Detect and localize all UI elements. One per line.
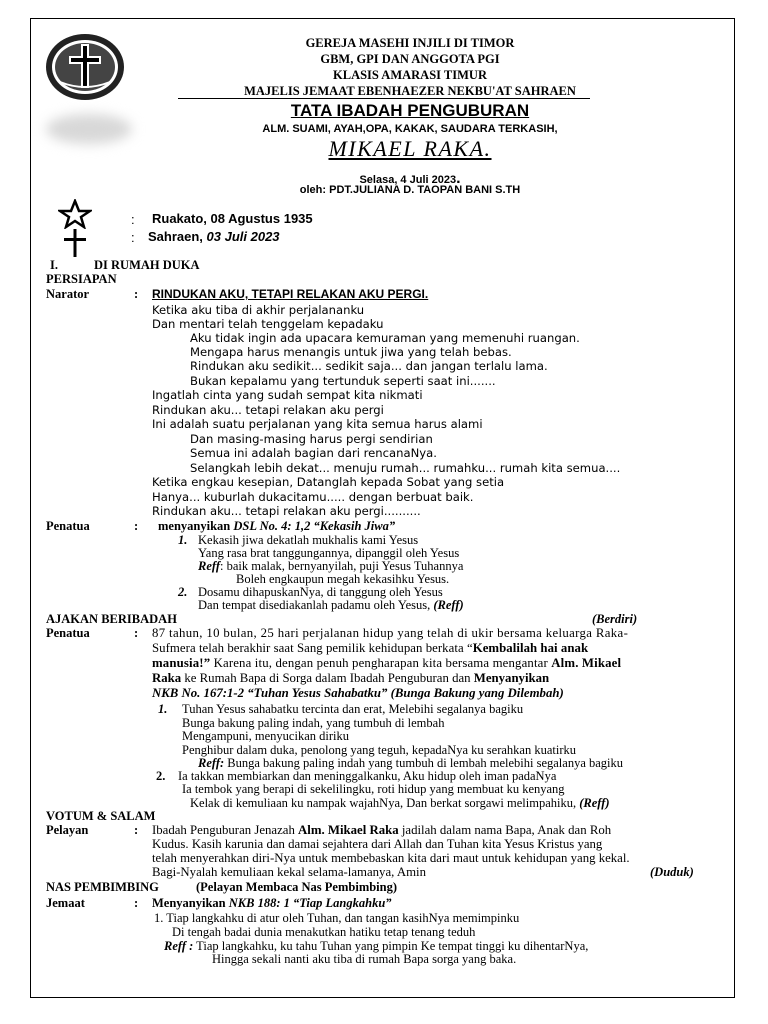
poem-line: Ini adalah suatu perjalanan yang kita semua harus alami [152,417,483,431]
ajakan-text: Sufmera telah berakhir saat Sang pemilik kehidupan berkata “Kembalilah hai anak [152,641,589,655]
song-line: Dosamu dihapuskanNya, di tanggung oleh Yesus [198,585,443,599]
song-line: Di tengah badai dunia menakutkan hatiku tetap tenang teduh [172,925,476,939]
poem-line: Ingatlah cinta yang sudah sempat kita nikmati [152,388,423,402]
song-line: Yang rasa brat tanggungannya, dipanggil oleh Yesus [198,546,460,560]
death-info: Sahraen, 03 Juli 2023 [148,229,280,244]
poem-line: Dan masing-masing harus pergi sendirian [190,432,433,446]
penatua-label: Penatua [46,626,90,640]
song-line: Ia takkan membiarkan dan meninggalkanku, Aku hidup oleh iman padaNya [178,769,557,783]
duduk-note: (Duduk) [650,865,694,879]
poem-line: Rindukan aku sedikit... sedikit saja... dan jangan terlalu lama. [190,359,548,373]
votum-text: Ibadah Penguburan Jenazah Alm. Mikael Raka jadilah dalam nama Bapa, Anak dan Roh [152,823,612,837]
service-date: Selasa, 4 Juli 2023. [359,170,461,187]
persiapan-heading: PERSIAPAN [46,272,117,286]
song-line: 1. Tiap langkahku di atur oleh Tuhan, dan tangan kasihNya memimpinku [154,911,520,925]
song-line: Kekasih jiwa dekatlah mukhalis kami Yesus [198,533,419,547]
ajakan-text: manusia!” Karena itu, dengan penuh pengharapan kita bersama mengantar Alm. Mikael [152,656,622,670]
song-line: Bunga bakung paling indah, yang tumbuh di lembah [182,716,445,730]
song-line: Hingga sekali nanti aku tiba di rumah Bapa sorga yang baka. [212,952,517,966]
officiant: oleh: PDT.JULIANA D. TAOPAN BANI S.TH [299,184,521,196]
poem-line: Hanya... kuburlah dukacitamu..... dengan berbuat baik. [152,490,474,504]
poem-line: Selangkah lebih dekat... menuju rumah... rumahku... rumah kita semua.... [190,461,621,475]
ajakan-text: Raka ke Rumah Bapa di Sorga dalam Ibadah Penguburan dan Menyanyikan [152,671,550,685]
poem-line: Ketika engkau kesepian, Datanglah kepada Sobat yang setia [152,475,505,489]
birth-info: Ruakato, 08 Agustus 1935 [152,211,313,226]
song-reff: Reff: Bunga bakung paling indah yang tumbuh di lembah melebihi segalanya bagiku [198,756,624,770]
church-affiliation: GBM, GPI DAN ANGGOTA PGI [320,52,500,66]
deceased-name: MIKAEL RAKA. [328,136,492,161]
poem-line: Aku tidak ingin ada upacara kemuraman yang memenuhi ruangan. [190,331,580,345]
poem-line: Semua ini adalah bagian dari rencanaNya. [190,446,437,460]
nas-heading: NAS PEMBIMBING [46,880,159,894]
jemaat-label: Jemaat [46,896,85,910]
star-icon [58,199,92,229]
blurred-photo [46,114,132,144]
church-classis: KLASIS AMARASI TIMUR [333,68,487,82]
poem-line: Rindukan aku... tetapi relakan aku pergi.......... [152,504,421,518]
song-line: Tuhan Yesus sahabatku tercinta dan erat, Melebihi segalanya bagiku [182,702,524,716]
section-title: DI RUMAH DUKA [94,258,200,272]
cross-icon [62,228,88,258]
section-number: I. [50,258,58,272]
song-line: Mengampuni, menyucikan diriku [182,729,349,743]
song-reff: Reff: baik malak, bernyanyilah, puji Yesus Tuhannya [198,559,464,573]
song-reff: Reff : Tiap langkahku, ku tahu Tuhan yang pimpin Ke tempat tinggi ku dihentarNya, [164,939,589,953]
poem-line: Ketika aku tiba di akhir perjalananku [152,303,365,317]
pelayan-label: Pelayan [46,823,89,837]
nas-note: (Pelayan Membaca Nas Pembimbing) [196,880,398,894]
berdiri-note: (Berdiri) [592,612,638,626]
song-line: Kelak di kemuliaan ku nampak wajahNya, Dan berkat sorgawi melimpahiku, (Reff) [190,796,610,810]
poem-line: Dan mentari telah tenggelam kepadaku [152,317,384,331]
ajakan-text: 87 tahun, 10 bulan, 25 hari perjalanan hidup yang telah di ukir bersama keluarga Raka- [152,626,629,640]
poem-line: Rindukan aku... tetapi relakan aku pergi [152,403,384,417]
page-title: TATA IBADAH PENGUBURAN [290,101,530,120]
header-divider [178,98,590,99]
votum-text: Kudus. Kasih karunia dan damai sejahtera dari Allah dan Tuhan kita Yesus Kristus yang [152,837,603,851]
poem-line: Mengapa harus menangis untuk jiwa yang telah bebas. [190,345,512,359]
church-name: GEREJA MASEHI INJILI DI TIMOR [305,36,515,50]
song-title: NKB No. 167:1-2 “Tuhan Yesus Sahabatku” (Bunga Bakung yang Dilembah) [152,686,564,700]
church-logo-icon [44,32,126,102]
penatua-label: Penatua [46,519,90,533]
song-line: Boleh engkaupun megah kekasihku Yesus. [236,572,450,586]
votum-text: telah menyerahkan diri-Nya untuk membebaskan kita dari maut untuk kehidupan yang kekal. [152,851,630,865]
song-line: Dan tempat disediakanlah padamu oleh Yesus, (Reff) [198,598,464,612]
song-line: Ia tembok yang berapi di sekelilingku, roti hidup yang membuat ku kenyang [182,782,565,796]
song-line: Penghibur dalam duka, penolong yang teguh, kepadaNya ku serahkan kuatirku [182,743,576,757]
votum-text: Bagi-Nyalah kemuliaan kekal selama-lamanya, Amin [152,865,426,879]
page-subtitle: ALM. SUAMI, AYAH,OPA, KAKAK, SAUDARA TERKASIH, [262,123,558,135]
narator-label: Narator [46,287,90,301]
poem-title: RINDUKAN AKU, TETAPI RELAKAN AKU PERGI. [152,287,429,301]
ajakan-heading: AJAKAN BERIBADAH [46,612,177,626]
church-council: MAJELIS JEMAAT EBENHAEZER NEKBU'AT SAHRAEN [244,84,576,98]
song-intro: Menyanyikan NKB 188: 1 “Tiap Langkahku” [152,896,392,910]
votum-heading: VOTUM & SALAM [46,809,156,823]
poem-line: Bukan kepalamu yang tertunduk seperti saat ini....... [190,374,496,388]
song-intro: menyanyikan DSL No. 4: 1,2 “Kekasih Jiwa” [158,519,396,533]
